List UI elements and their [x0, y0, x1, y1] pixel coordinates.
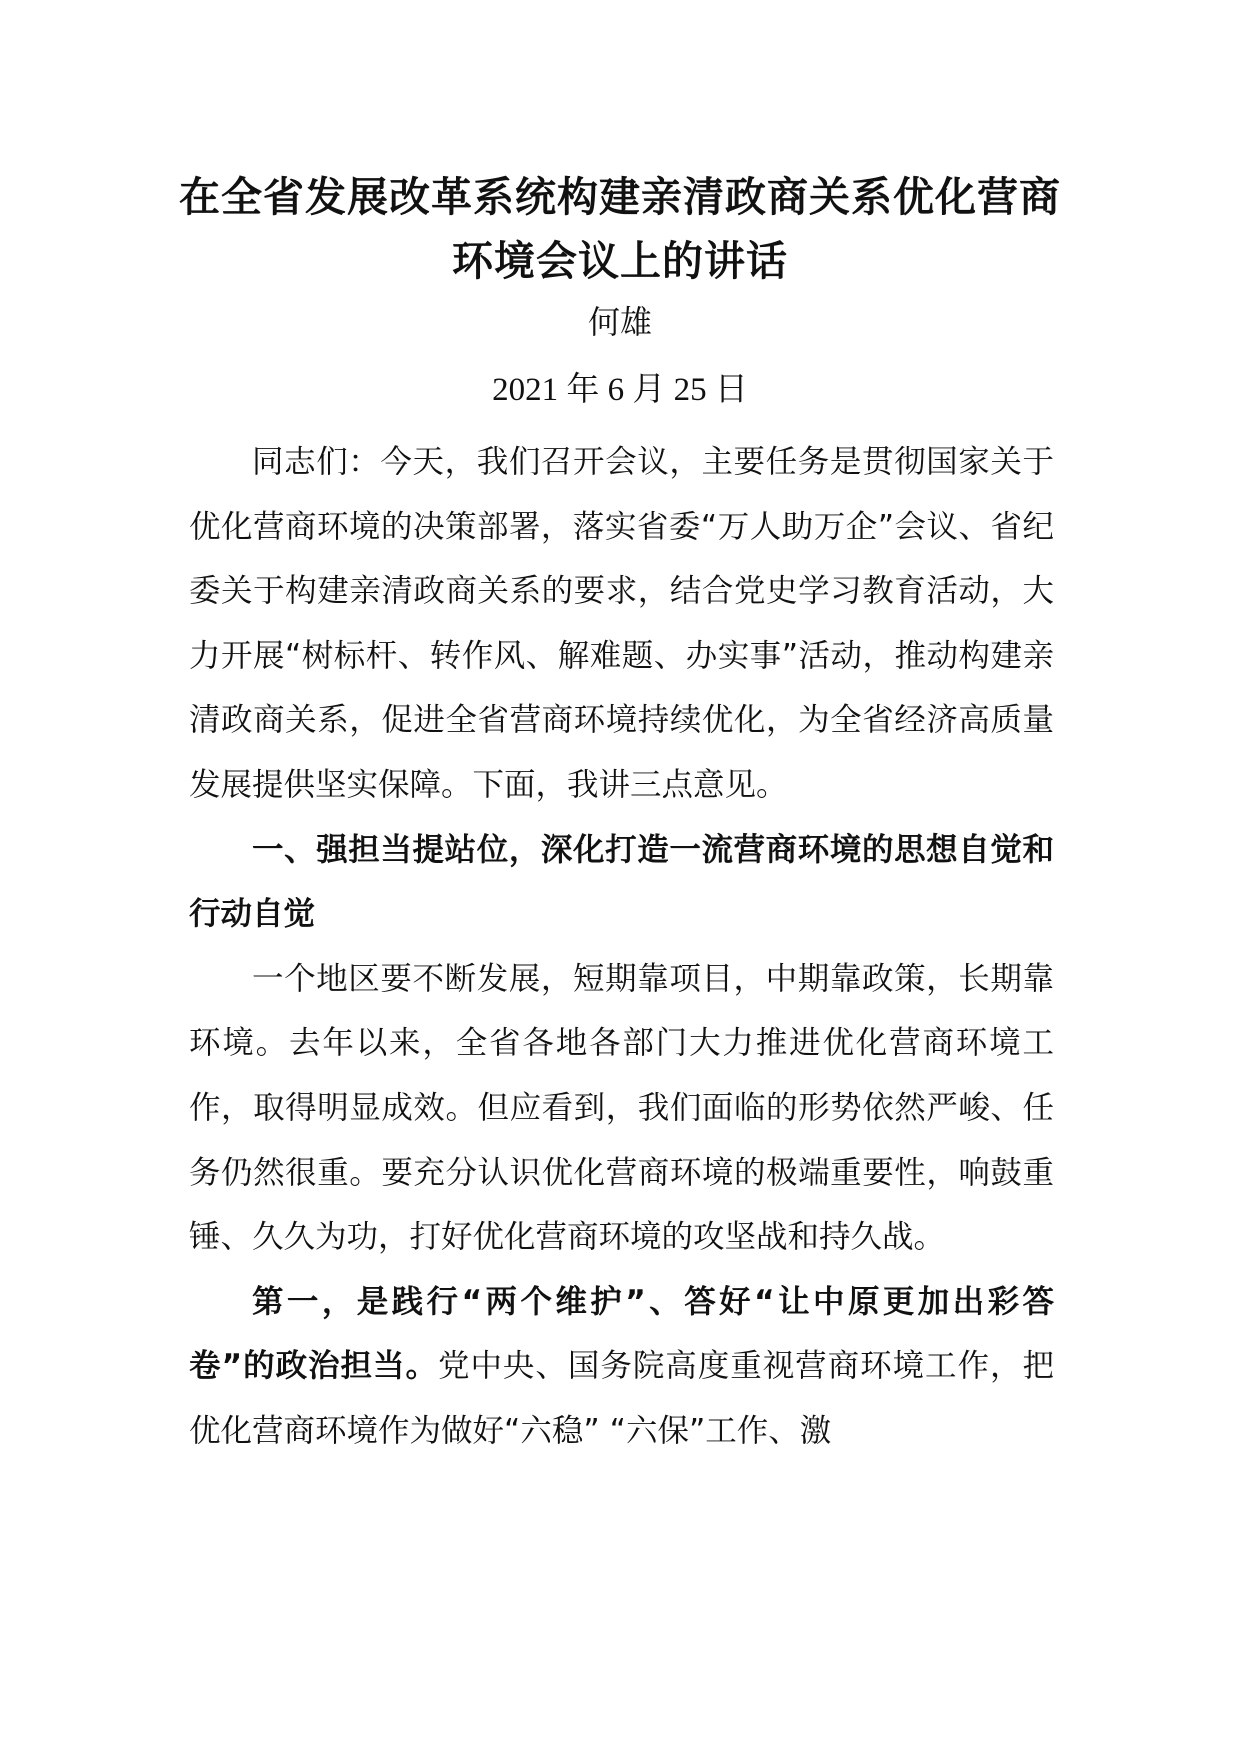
author-name: 何雄 — [587, 303, 652, 341]
opening-paragraph: 同志们：今天，我们召开会议，主要任务是贯彻国家关于优化营商环境的决策部署，落实省委“万人助万企”会议、省纪委关于构建亲清政商关系的要求，结合党史学习教育活动，大力开展“树标杆、转作风、解难题、办实事”活动，推动构建亲清政商关系，促进全省营商环境持续优化，为全省经济高质量发展提供坚实保障。下面，我讲三点意见。 — [189, 444, 1054, 803]
section-heading-1: 一、强担当提站位，深化打造一流营商环境的思想自觉和行动自觉 — [189, 831, 1054, 933]
document-title: 在全省发展改革系统构建亲清政商关系优化营商环境会议上的讲话 — [179, 173, 1061, 285]
section-1-paragraph: 一个地区要不断发展，短期靠项目，中期靠政策，长期靠环境。去年以来，全省各地各部门大力推进优化营商环境工作，取得明显成效。但应看到，我们面临的形势依然严峻、任务仍然很重。要充分认识优化营商环境的极端重要性，响鼓重锤、久久为功，打好优化营商环境的攻坚战和持久战。 — [189, 960, 1054, 1256]
document-body — [189, 430, 1054, 1464]
speech-date: 2021 年 6 月 25 日 — [492, 372, 748, 408]
point-1-lead: 第一，是践行“两个维护”、答好“让中原更加出彩答卷”的政治担当。 — [189, 1283, 1054, 1385]
point-1-text: 党中央、国务院高度重视营商环境工作，把优化营商环境作为做好“六稳” “六保”工作、激 — [189, 1348, 1054, 1449]
point-1-paragraph — [189, 1270, 1054, 1464]
